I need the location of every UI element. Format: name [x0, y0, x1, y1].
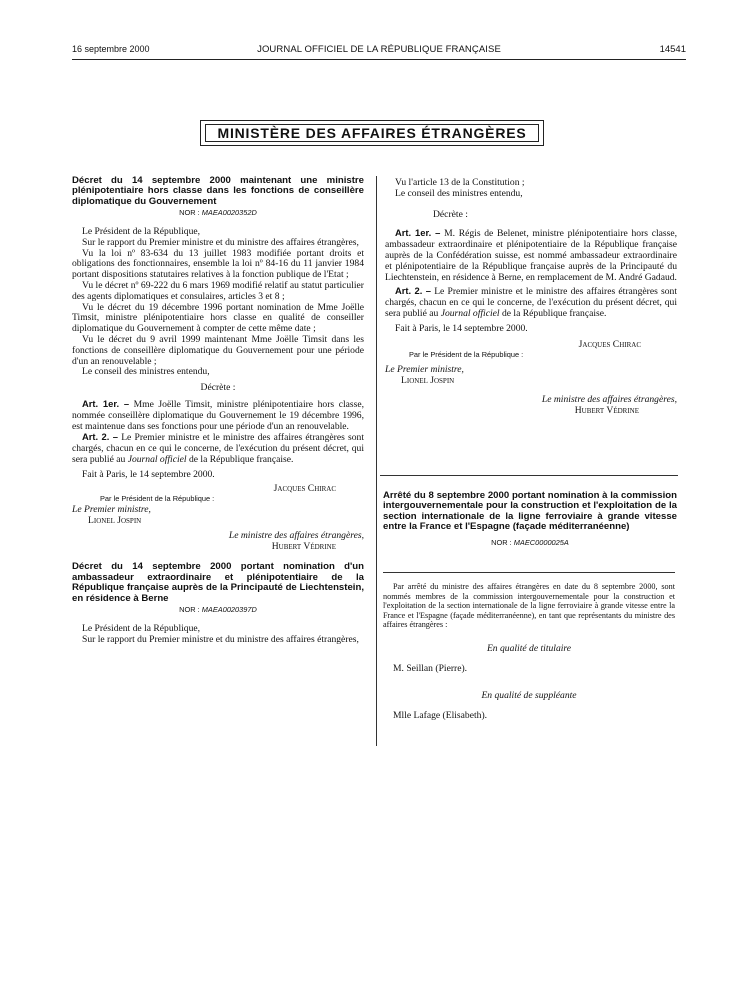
suppleante-name: Mlle Lafage (Elisabeth). — [393, 709, 488, 721]
header-rule — [72, 59, 686, 60]
decree-1-para: Vu le décret du 19 décembre 1996 portant nomination de Mme Joëlle Timsit, ministre plénipotentiaire hors classe en qualité de conseiller diplomatique du Gouvernement à compter de cette même date ; — [72, 301, 364, 335]
right-column — [385, 178, 677, 416]
column-divider — [376, 176, 377, 746]
decree-1-para: Vu la loi nº 83-634 du 13 juillet 1983 modifiée portant droits et obligations des fonctionnaires, ensemble la loi nº 84-16 du 11 janvier 1984 portant dispositions statutaires relatives à la fonction publique de l'Etat ; — [72, 247, 364, 281]
decree-2-decrete: Décrète : — [433, 208, 468, 220]
decree-1-para: Sur le rapport du Premier ministre et du ministre des affaires étrangères, — [82, 236, 359, 248]
pm-title: Le Premier ministre, — [72, 504, 151, 516]
ministry-title-box — [200, 120, 544, 146]
decree-1-nor: NOR : MAEA0020352D — [179, 208, 257, 218]
decree-1-article-1: Art. 1er. – Mme Joëlle Timsit, ministre plénipotentiaire hors classe, nommée conseillère diplomatique du Gouvernement le 19 décembre 1996, est maintenue dans ses fonctions pour une période d'un an renouvelable. — [72, 397, 364, 432]
president-signature: Jacques Chirac — [578, 338, 641, 350]
par-president: Par le Président de la République : — [409, 350, 524, 360]
mae-title: Le ministre des affaires étrangères, — [228, 529, 364, 541]
president-signature: Jacques Chirac — [273, 482, 336, 494]
pm-name: Lionel Jospin — [401, 374, 455, 386]
arrete-section — [383, 491, 677, 552]
section-separator — [380, 475, 678, 476]
header-date: 16 septembre 2000 — [72, 44, 150, 54]
decree-2-article-2: Art. 2. – Le Premier ministre et le ministre des affaires étrangères sont chargés, chacun en ce qui le concerne, de l'exécution du présent décret, qui sera publié au Journal officiel de la République française. — [385, 285, 678, 319]
decree-2-para: Le Président de la République, — [82, 622, 201, 634]
decree-1-para: Vu le décret du 9 avril 1999 maintenant Mme Joëlle Timsit dans les fonctions de conseillère diplomatique du Gouvernement pour une période d'un an renouvelable ; — [72, 333, 364, 367]
decree-2-para: Vu l'article 13 de la Constitution ; — [395, 177, 525, 188]
decree-1-fait: Fait à Paris, le 14 septembre 2000. — [82, 468, 215, 480]
decree-1-title: Décret du 14 septembre 2000 maintenant une ministre plénipotentiaire hors classe dans les fonctions de conseillère diplomatique du Gouvernement — [72, 175, 364, 207]
left-column — [72, 176, 364, 645]
decree-1-article-2: Art. 2. – Le Premier ministre et le ministre des affaires étrangères sont chargés, chacun en ce qui le concerne, de l'exécution du présent décret, qui sera publié au Journal officiel de la République française. — [72, 431, 365, 465]
mae-title: Le ministre des affaires étrangères, — [541, 393, 677, 405]
decree-2-nor: NOR : MAEA0020397D — [179, 604, 257, 614]
pm-name: Lionel Jospin — [88, 514, 142, 526]
decree-1-decrete: Décrète : — [200, 382, 236, 394]
suppleante-label: En qualité de suppléante — [481, 690, 577, 702]
arrete-nor-rule — [383, 572, 675, 573]
journal-title: JOURNAL OFFICIEL DE LA RÉPUBLIQUE FRANÇAISE — [257, 44, 501, 55]
titulaire-label: En qualité de titulaire — [486, 642, 572, 654]
decree-1-para: Le conseil des ministres entendu, — [82, 366, 210, 378]
arrete-body — [383, 582, 675, 720]
mae-name: Hubert Védrine — [574, 404, 639, 416]
decree-2-article-1: Art. 1er. – M. Régis de Belenet, ministre plénipotentiaire hors classe, ambassadeur extraordinaire et plénipotentiaire de la République française auprès de la Confédération suisse, est nommé ambassadeur extraordinaire et plénipotentiaire de la République française auprès de la Principauté du Liechtenstein, en résidence à Berne, en remplacement de M. André Gadaud. — [385, 227, 678, 283]
arrete-text: Par arrêté du ministre des affaires étrangères en date du 8 septembre 2000, sont nommés membres de la commission intergouvernementale pour la construction et l'exploitation de la section internationale de la ligne ferroviaire à grande vitesse entre la France et l'Espagne (façade méditerranéenne), en tant que représentants du ministre des affaires étrangères : — [383, 582, 675, 630]
par-president: Par le Président de la République : — [100, 494, 215, 504]
decree-1-para: Vu le décret nº 69-222 du 6 mars 1969 modifié relatif au statut particulier des agents diplomatiques et consulaires, articles 3 et 8 ; — [72, 280, 364, 302]
decree-2-fait: Fait à Paris, le 14 septembre 2000. — [395, 322, 528, 334]
ministry-title: MINISTÈRE DES AFFAIRES ÉTRANGÈRES — [205, 124, 539, 142]
arrete-title: Arrêté du 8 septembre 2000 portant nomination à la commission intergouvernementale pour la construction et l'exploitation de la section internationale de la ligne ferroviaire à grande vitesse entre la France et l'Espagne (façade méditerranéenne) — [383, 490, 677, 533]
arrete-nor: NOR : MAEC0000025A — [491, 537, 569, 547]
pm-title: Le Premier ministre, — [385, 364, 464, 376]
decree-2-para: Le conseil des ministres entendu, — [395, 187, 523, 199]
titulaire-name: M. Seillan (Pierre). — [393, 662, 468, 674]
page-number: 14541 — [659, 44, 686, 55]
decree-2-para: Sur le rapport du Premier ministre et du ministre des affaires étrangères, — [82, 633, 359, 645]
running-header — [72, 44, 686, 58]
decree-1-para: Le Président de la République, — [82, 226, 201, 238]
mae-name: Hubert Védrine — [271, 540, 336, 552]
decree-2-title: Décret du 14 septembre 2000 portant nomination d'un ambassadeur extraordinaire et plénipotentiaire de la République française auprès de la Principauté de Liechtenstein, en résidence à Berne — [72, 561, 364, 604]
